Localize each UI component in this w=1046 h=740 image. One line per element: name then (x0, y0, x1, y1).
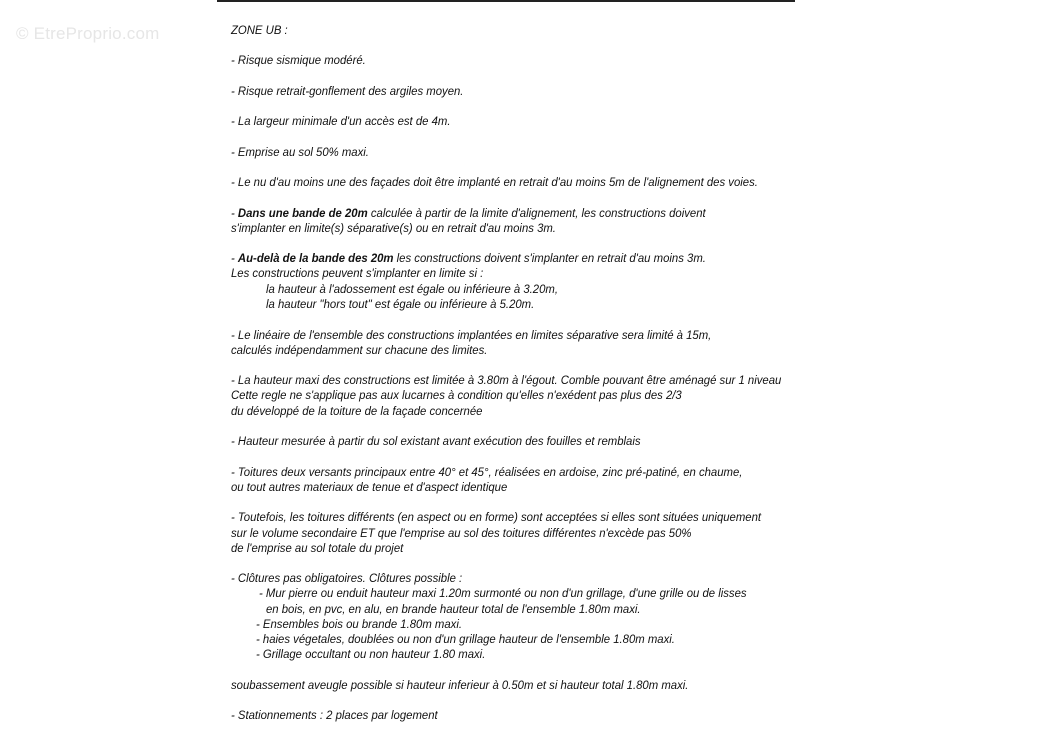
rule-linear-limit-continued: calculés indépendamment sur chacune des limites. (231, 343, 488, 357)
rule-condition-height-backing: la hauteur à l'adossement est égale ou inférieure à 3.20m, (266, 282, 559, 296)
rule-beyond-band (231, 251, 706, 266)
top-rule (217, 0, 795, 2)
rule-fences: - Clôtures pas obligatoires. Clôtures possible : (231, 571, 463, 585)
rule-access-width: - La largeur minimale d'un accès est de 4m. (231, 114, 451, 128)
rule-condition-total-height: la hauteur "hors tout" est égale ou inférieure à 5.20m. (266, 297, 535, 311)
rule-different-roofs: - Toutefois, les toitures différents (en aspect ou en forme) sont acceptées si elles sont situées uniquement (231, 510, 762, 524)
rule-fence-wood: - Ensembles bois ou brande 1.80m maxi. (256, 617, 463, 631)
zone-heading: ZONE UB : (231, 23, 288, 37)
rule-fence-hedges: - haies végetales, doublées ou non d'un grillage hauteur de l'ensemble 1.80m maxi. (256, 632, 675, 646)
rule-fence-wall: - Mur pierre ou enduit hauteur maxi 1.20m surmonté ou non d'un grillage, d'une grille ou de lisses (259, 586, 747, 600)
rule-beyond-band-text: les constructions doivent s'implanter en retrait d'au moins 3m. (393, 251, 706, 265)
rule-beyond-band-prefix: - (231, 251, 238, 265)
rule-seismic-risk: - Risque sismique modéré. (231, 53, 366, 67)
rule-fence-mesh: - Grillage occultant ou non hauteur 1.80 maxi. (256, 647, 486, 661)
rule-max-height: - La hauteur maxi des constructions est limitée à 3.80m à l'égout. Comble pouvant être aménagé sur 1 niveau (231, 373, 782, 387)
rule-beyond-band-emphasis: Au-delà de la bande des 20m (237, 251, 394, 265)
rule-roof-slopes: - Toitures deux versants principaux entre 40° et 45°, réalisées en ardoise, zinc pré-patiné, en chaume, (231, 465, 743, 479)
rule-band-20m (231, 206, 706, 221)
rule-dormer-exception: Cette regle ne s'applique pas aux lucarnes à condition qu'elles n'exédent pas plus des 2/3 (231, 388, 682, 402)
rule-band-20m-text: calculée à partir de la limite d'alignement, les constructions doivent (367, 206, 706, 220)
rule-different-roofs-end: de l'emprise au sol totale du projet (231, 541, 404, 555)
rule-linear-limit: - Le linéaire de l'ensemble des constructions implantées en limites séparative sera limité à 15m, (231, 328, 712, 342)
watermark: © EtreProprio.com (16, 24, 160, 43)
rule-ground-footprint: - Emprise au sol 50% maxi. (231, 145, 369, 159)
rule-parking: - Stationnements : 2 places par logement (231, 708, 438, 722)
rule-dormer-exception-continued: du développé de la toiture de la façade concernée (231, 404, 483, 418)
rule-roof-materials: ou tout autres materiaux de tenue et d'aspect identique (231, 480, 508, 494)
rule-different-roofs-continued: sur le volume secondaire ET que l'emprise au sol des toitures différentes n'excède pas 50% (231, 526, 692, 540)
rule-fence-wall-continued: en bois, en pvc, en alu, en brande hauteur total de l'ensemble 1.80m maxi. (266, 602, 641, 616)
rule-band-20m-continued: s'implanter en limite(s) séparative(s) ou en retrait d'au moins 3m. (231, 221, 556, 235)
rule-blind-base: soubassement aveugle possible si hauteur inferieur à 0.50m et si hauteur total 1.80m maxi. (231, 678, 689, 692)
rule-clay-risk: - Risque retrait-gonflement des argiles moyen. (231, 84, 464, 98)
rule-limit-conditions: Les constructions peuvent s'implanter en limite si : (231, 266, 484, 280)
rule-facade-setback: - Le nu d'au moins une des façades doit être implanté en retrait d'au moins 5m de l'alignement des voies. (231, 175, 758, 189)
rule-height-measurement: - Hauteur mesurée à partir du sol existant avant exécution des fouilles et remblais (231, 434, 641, 448)
rule-band-20m-prefix: - (231, 206, 238, 220)
rule-band-20m-emphasis: Dans une bande de 20m (237, 206, 368, 220)
